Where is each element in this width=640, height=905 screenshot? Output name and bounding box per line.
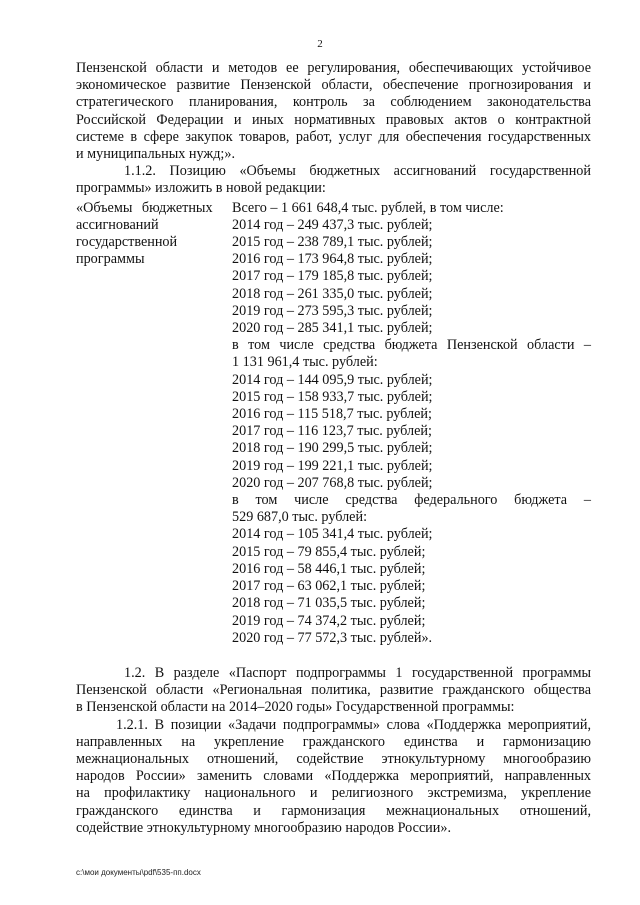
text-line: 529 687,0 тыс. рублей: [232, 509, 368, 526]
intro-paragraph [76, 60, 591, 163]
text-line: «Объемы бюджетных [76, 199, 213, 216]
text-line: программы» изложить в новой редакции: [76, 180, 326, 197]
text-line: 2019 год – 273 595,3 тыс. рублей; [232, 302, 433, 319]
budget-table [76, 200, 591, 647]
text-line: 2016 год – 58 446,1 тыс. рублей; [232, 560, 426, 577]
text-line: 2018 год – 261 335,0 тыс. рублей; [232, 285, 433, 302]
text-line: 2015 год – 158 933,7 тыс. рублей; [232, 388, 433, 405]
text-line: и муниципальных нужд;». [76, 146, 236, 163]
text-line: 1.2.1. В позиции «Задачи подпрограммы» слова «Поддержка мероприятий, [116, 716, 591, 733]
text-line: Всего – 1 661 648,4 тыс. рублей, в том числе: [232, 199, 504, 216]
page-number: 2 [317, 38, 323, 50]
budget-table-values [232, 200, 591, 647]
text-line: 2020 год – 77 572,3 тыс. рублей». [232, 629, 433, 646]
text-line: 2019 год – 199 221,1 тыс. рублей; [232, 457, 433, 474]
document-body [76, 60, 591, 837]
text-line: 2018 год – 190 299,5 тыс. рублей; [232, 440, 433, 457]
text-line: 2019 год – 74 374,2 тыс. рублей; [232, 612, 426, 629]
text-line: программы [76, 251, 145, 268]
spacer [76, 647, 591, 665]
text-line: 2016 год – 173 964,8 тыс. рублей; [232, 251, 433, 268]
text-line: 2014 год – 105 341,4 тыс. рублей; [232, 526, 433, 543]
text-line: системе в сфере закупок товаров, работ, услуг для обеспечения государственных [76, 128, 591, 145]
text-line: 2014 год – 249 437,3 тыс. рублей; [232, 216, 433, 233]
text-line: содействие этнокультурному многообразию народов России». [76, 819, 452, 836]
text-line: Пензенской области и методов ее регулирования, обеспечивающих устойчивое [76, 60, 591, 76]
text-line: экономическое развитие Пензенской области, обеспечение прогнозирования и [76, 77, 591, 94]
text-line: 2017 год – 179 185,8 тыс. рублей; [232, 268, 433, 285]
text-line: стратегического планирования, контроль за соблюдением законодательства [76, 94, 591, 111]
text-line: направленных на укрепление гражданского единства и гармонизацию [76, 733, 591, 750]
text-line: народов России» заменить словами «Поддержка мероприятий, направленных [76, 768, 591, 785]
text-line: 2014 год – 144 095,9 тыс. рублей; [232, 371, 433, 388]
text-line: Российской Федерации и иных нормативных правовых актов о контрактной [76, 111, 591, 128]
text-line: межнациональных отношений, содействие этнокультурному многообразию [76, 750, 591, 767]
text-line: 2016 год – 115 518,7 тыс. рублей; [232, 406, 432, 423]
text-line: 1 131 961,4 тыс. рублей: [232, 354, 378, 371]
paragraph-1-1-2 [76, 163, 591, 197]
paragraph-1-2-1 [76, 717, 591, 837]
text-line: Пензенской области «Региональная политика, развитие гражданского общества [76, 682, 591, 699]
budget-table-label [76, 200, 232, 647]
text-line: в Пензенской области на 2014–2020 годы» Государственной программы: [76, 699, 515, 716]
text-line: 2018 год – 71 035,5 тыс. рублей; [232, 595, 426, 612]
paragraph-1-2 [76, 665, 591, 717]
text-line: 2020 год – 285 341,1 тыс. рублей; [232, 320, 433, 337]
text-line: 2015 год – 79 855,4 тыс. рублей; [232, 543, 426, 560]
text-line: в том числе средства федерального бюджета – [232, 492, 591, 509]
text-line: гражданского единства и гармонизация межнациональных отношений, [76, 802, 591, 819]
text-line: 1.1.2. Позицию «Объемы бюджетных ассигнований государственной [124, 163, 591, 180]
text-line: 2020 год – 207 768,8 тыс. рублей; [232, 474, 433, 491]
text-line: 2017 год – 116 123,7 тыс. рублей; [232, 423, 432, 440]
text-line: ассигнований [76, 216, 159, 233]
text-line: 2017 год – 63 062,1 тыс. рублей; [232, 578, 426, 595]
file-path-footer: c:\мои документы\pdf\535-пп.docx [76, 868, 201, 877]
text-line: 1.2. В разделе «Паспорт подпрограммы 1 государственной программы [124, 664, 591, 681]
text-line: в том числе средства бюджета Пензенской области – [232, 337, 591, 354]
text-line: на профилактику национального и религиозного экстремизма, укрепление [76, 785, 591, 802]
text-line: 2015 год – 238 789,1 тыс. рублей; [232, 234, 433, 251]
text-line: государственной [76, 234, 178, 251]
